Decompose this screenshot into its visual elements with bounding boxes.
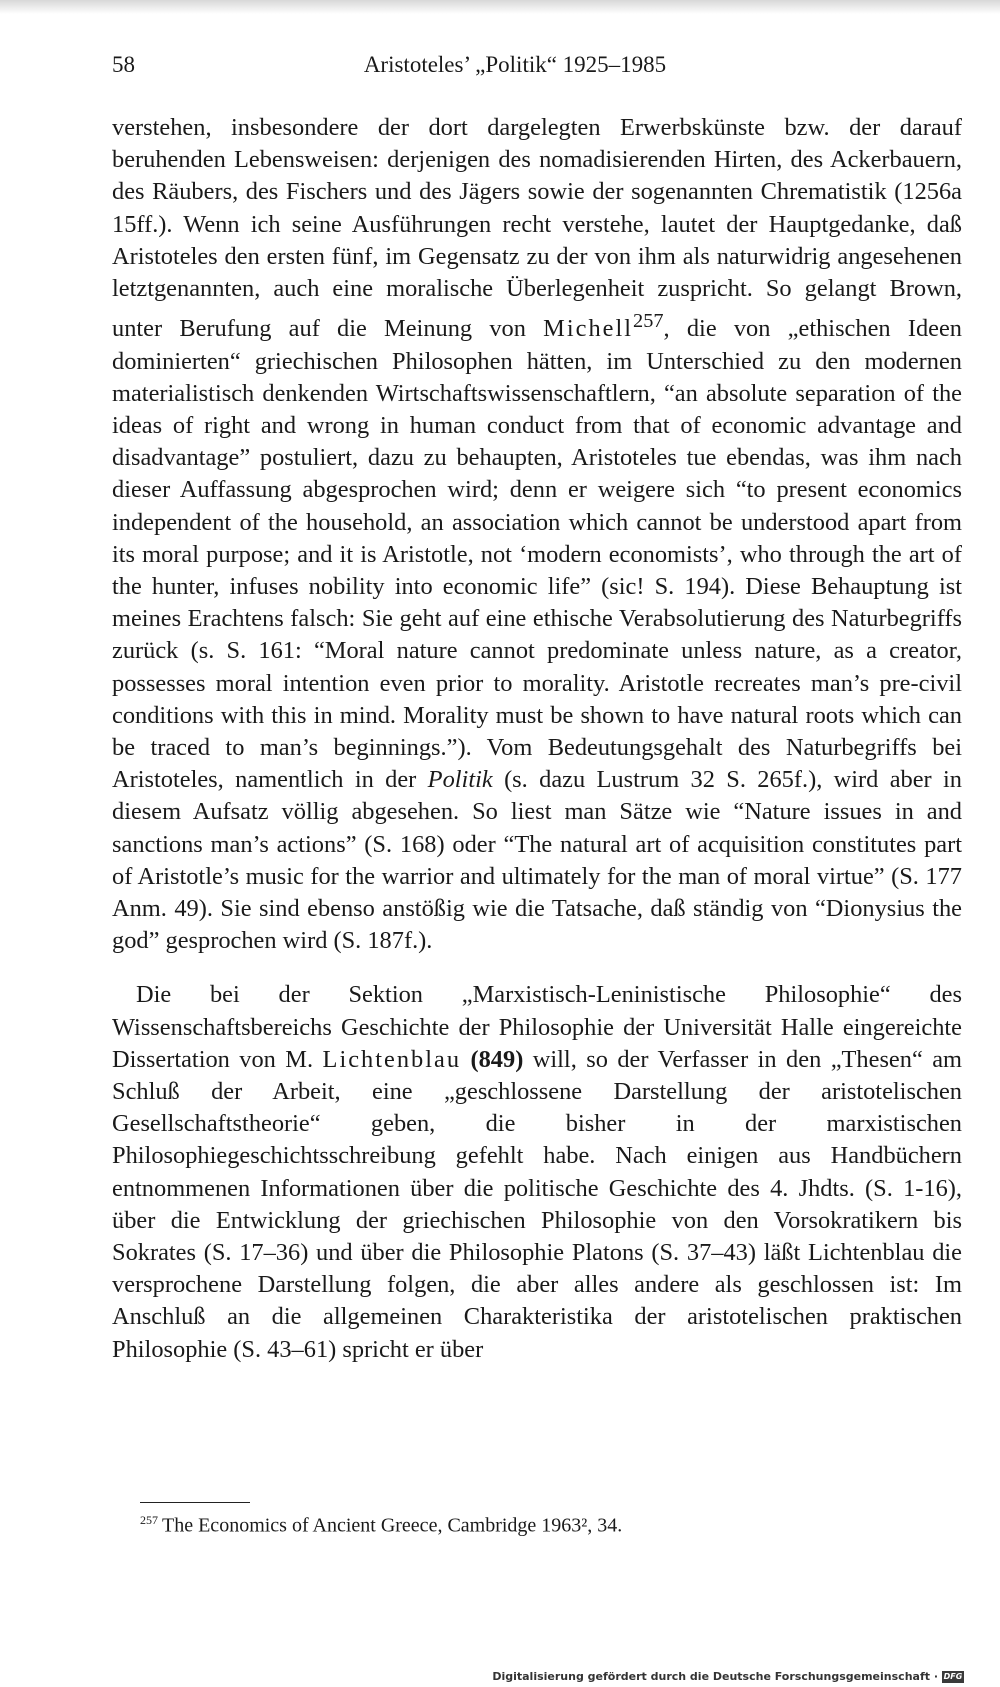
p1-text-3: (s. dazu Lustrum 32 S. 265f.), wird aber in diesem Aufsatz völlig abgesehen. So liest man Sätze wie “Nature issues in and sanctions man’s actions” (S. 168) oder “The natural art of acquisition constitutes part of Aristotle’s music for the warrior and ultimately for the man of moral virtue” (S. 177 Anm. 49). Sie sind ebenso anstößig wie die Tatsache, daß ständig von “Dionysius the god” gesprochen wird (S. 187f.). [112, 766, 962, 955]
p1-text-2: , die von „ethischen Ideen dominierten“ griechischen Philosophen hätten, im Unterschied zu den modernen materialistisch denkenden Wirtschaftswissenschaftlern, “an absolute separation of the ideas of right and wrong in human conduct from that of economic advantage and disadvantage” postuliert, dazu zu behaupten, Aristoteles tue ebendas, was ihm nach dieser Auffassung abgesprochen wird; denn er weigere sich “to present economics independent of the household, an association which cannot be understood apart from its moral purpose; and it is Aristotle, not ‘modern economists’, who through the art of the hunter, infuses nobility into economic life” (sic! S. 194). Diese Behauptung ist meines Erachtens falsch: Sie geht auf eine ethische Verabsolutierung des Naturbegriffs zurück (s. S. 161: “Moral nature cannot predominate unless nature, as a creator, possesses moral intention even prior to morality. Aristotle recreates man’s pre-civil conditions with this in mind. Morality must be shown to have natural roots which can be traced to man’s beginnings.”). Vom Bedeutungsgehalt des Naturbegriffs bei Aristoteles, namentlich in der [112, 315, 962, 794]
footnote-ref-257[interactable]: 257 [633, 310, 664, 333]
footnote-257 [140, 1513, 960, 1538]
author-name-michell: Michell [543, 315, 634, 343]
footnote-rule [140, 1502, 250, 1503]
page-number: 58 [112, 52, 135, 77]
p1-text-1: verstehen, insbesondere der dort dargelegten Erwerbskünste bzw. der darauf beruhenden Lebensweisen: derjenigen des nomadisierenden Hirten, des Ackerbauern, des Räubers, des Fischers und des Jägers sowie der sogenannten Chrematistik (1256a 15ff.). Wenn ich seine Ausführungen recht verstehe, lautet der Hauptgedanke, daß Aristoteles den ersten fünf, im Gegensatz zu der von ihm als naturwidrig angesehenen letztgenannten, auch eine moralische Überlegenheit zuspricht. So gelangt Brown, unter Berufung auf die Meinung von [112, 114, 962, 343]
paragraph-1 [112, 112, 962, 957]
entry-number: (849) [470, 1045, 524, 1073]
digitization-note [492, 1670, 964, 1683]
scan-edge [0, 0, 1000, 14]
digitization-text: Digitalisierung gefördert durch die Deutsche Forschungsgemeinschaft · [492, 1670, 938, 1683]
footnote-text: The Economics of Ancient Greece, Cambridge 1963², 34. [162, 1514, 623, 1537]
italic-politik: Politik [427, 766, 493, 794]
body-text [112, 112, 962, 1366]
paragraph-2 [112, 979, 962, 1365]
p2-text-2: will, so der Verfasser in den „Thesen“ am Schluß der Arbeit, eine „geschlossene Darstellung der aristotelischen Gesellschaftstheorie“ geben, die bisher in der marxistischen Philosophiegeschichtsschreibung gefehlt habe. Nach einigen aus Handbüchern entnommenen Informationen über die politische Geschichte des 4. Jhdts. (S. 1-16), über die Entwicklung der griechischen Philosophie von den Vorsokratikern bis Sokrates (S. 17–36) und über die Philosophie Platons (S. 37–43) läßt Lichtenblau die versprochene Darstellung folgen, die aber alles andere als geschlossen ist: Im Anschluß an die allgemeinen Charakteristika der aristotelischen praktischen Philosophie (S. 43–61) spricht er über [112, 1045, 963, 1363]
author-name-lichtenblau: Lichtenblau [322, 1045, 462, 1073]
running-title: Aristoteles’ „Politik“ 1925–1985 [363, 52, 667, 77]
page-header [112, 52, 962, 88]
p2-text-1: Die bei der Sektion „Marxistisch-Leninistische Philosophie“ des Wissenschaftsbereichs Geschichte der Philosophie der Universität Halle eingereichte Dissertation von M. [112, 981, 962, 1073]
footnote-number: 257 [140, 1513, 158, 1527]
dfg-logo: DFG [943, 1671, 963, 1681]
